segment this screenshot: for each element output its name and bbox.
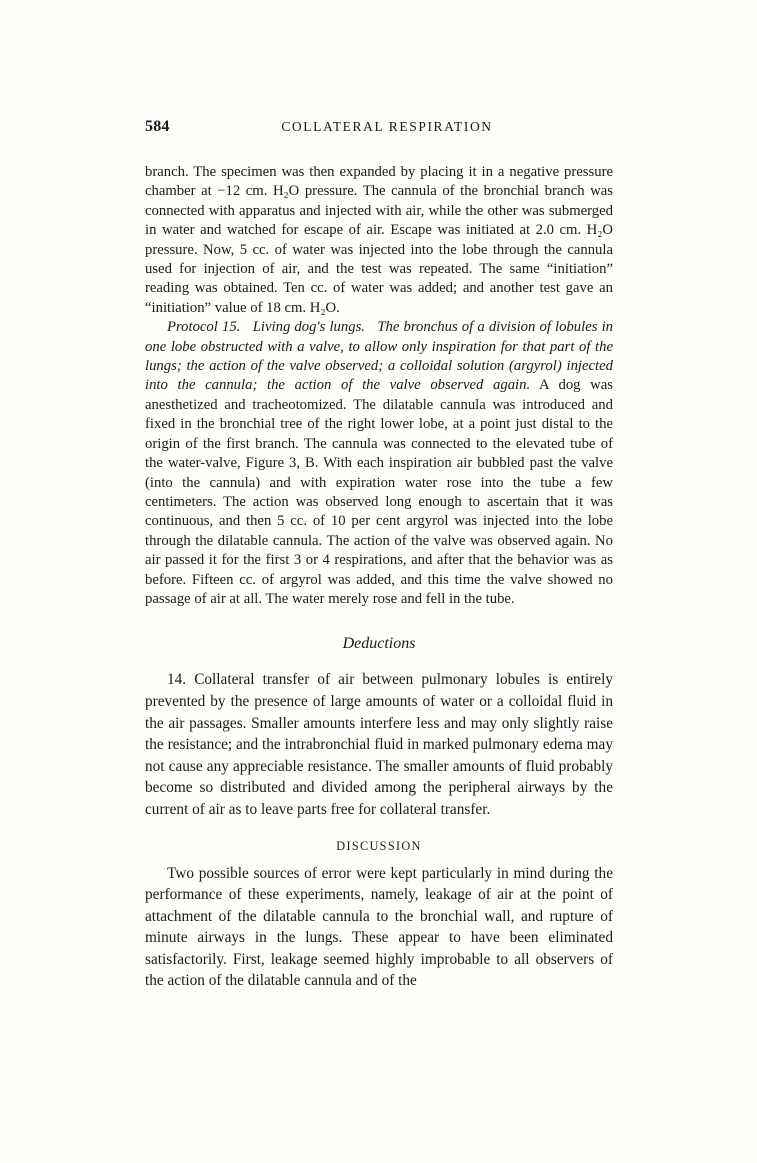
deductions-heading: Deductions [342, 635, 416, 653]
paragraph-protocol-15 [145, 318, 613, 609]
protocol-label: Protocol 15. [167, 319, 241, 336]
paragraph-branch: branch. The specimen was then expanded by placing it in a negative pressure chamber at −12 cm. H₂O pressure. The cannula of the bronchial branch was connected with apparatus and injected with air, while the other was submerged in water and watched for escape of air. Escape was initiated at 2.0 cm. H₂O pressure. Now, 5 cc. of water was injected into the lobe through the cannula used for injection of air, and the test was repeated. The same “initiation” reading was obtained. Ten cc. of water was added; and another test gave an “initiation” value of 18 cm. H₂O. [145, 164, 613, 316]
page-number: 584 [145, 118, 170, 135]
paragraph-deduction-14: 14. Collateral transfer of air between pulmonary lobules is entirely prevented by the presence of large amounts of water or a colloidal fluid in the air passages. Smaller amounts interfere less and may only slightly raise the resistance; and the intrabronchial fluid in marked pulmonary edema may not cause any appreciable resistance. The smaller amounts of fluid probably become so distributed and divided among the peripheral airways by the current of air as to leave parts free for collateral transfer. [145, 671, 613, 818]
page-header [145, 118, 615, 136]
body-column [145, 163, 613, 992]
protocol-description: The bronchus of a division of lobules in one lobe obstructed with a valve, to allow only inspiration for that part of the lungs; the action of the valve observed; a colloidal solution (argyrol) injected into the cannula; the action of the valve observed again. [145, 319, 614, 394]
protocol-title: Living dog's lungs. [252, 319, 365, 336]
protocol-body: A dog was anesthetized and tracheotomized. The dilatable cannula was introduced and fixed in the bronchial tree of the right lower lobe, at a point just distal to the origin of the first branch. The cannula was connected to the elevated tube of the water-valve, Figure 3, B. With each inspiration air bubbled past the valve (into the cannula) and with expiration water rose into the tube a few centimeters. The action was observed long enough to ascertain that it was continuous, and then 5 cc. of 10 per cent argyrol was injected into the lobe through the dilatable cannula. The action of the valve was observed again. No air passed it for the first 3 or 4 respirations, and after that the behavior was as before. Fifteen cc. of argyrol was added, and this time the valve showed no passage of air at all. The water merely rose and fell in the tube. [145, 377, 614, 607]
discussion-heading: DISCUSSION [336, 838, 422, 853]
paragraph-discussion: Two possible sources of error were kept particularly in mind during the performance of these experiments, namely, leakage of air at the point of attachment of the dilatable cannula to the bronchial wall, and rupture of minute airways in the lungs. These appear to have been eliminated satisfactorily. First, leakage seemed highly improbable to all observers of the action of the dilatable cannula and of the [145, 864, 613, 990]
running-head: COLLATERAL RESPIRATION [281, 119, 493, 134]
